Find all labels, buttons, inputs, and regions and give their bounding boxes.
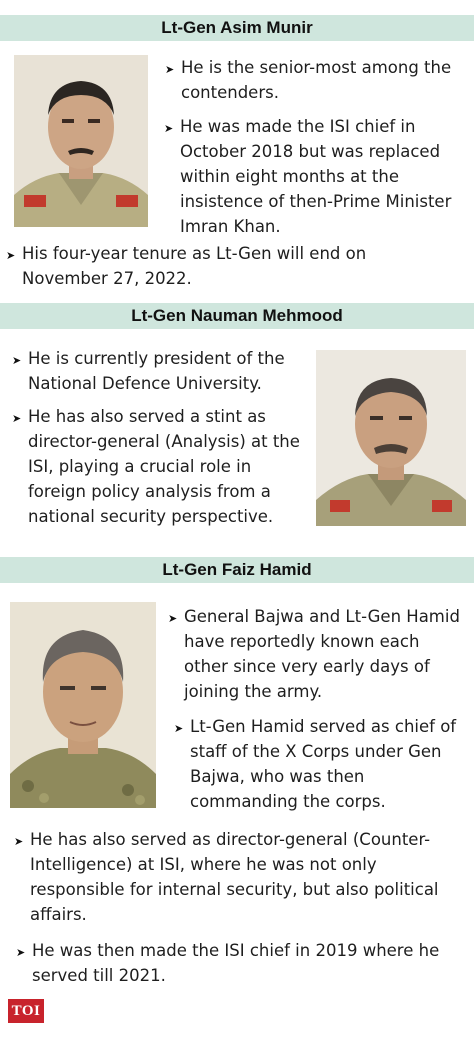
section-header-asim-munir: Lt-Gen Asim Munir [0,15,474,41]
portrait-nauman-mehmood [316,350,466,526]
arrow-bullet-icon: ➤ [168,612,178,625]
bullet-text: His four-year tenure as Lt-Gen will end on November 27, 2022. [22,244,367,288]
bullet-asim-2 [164,114,465,239]
arrow-bullet-icon: ➤ [165,63,175,76]
section-header-faiz-hamid: Lt-Gen Faiz Hamid [0,557,474,583]
bullet-nauman-2 [12,404,310,529]
portrait-asim-munir [14,55,148,227]
arrow-bullet-icon: ➤ [6,249,16,262]
portrait-faiz-hamid-image [10,602,156,808]
bullet-faiz-3 [14,827,460,927]
arrow-bullet-icon: ➤ [14,835,24,848]
bullet-text: He has also served as director-general (Counter-Intelligence) at ISI, where he was not only responsible for internal security, but also political affairs. [30,830,439,924]
arrow-bullet-icon: ➤ [164,122,174,135]
bullet-asim-1 [165,55,461,105]
bullet-faiz-2 [174,714,462,814]
bullet-text: General Bajwa and Lt-Gen Hamid have reportedly known each other since very early days of joining the army. [184,607,460,701]
bullet-asim-3 [6,241,442,291]
bullet-text: He is currently president of the National Defence University. [28,349,285,393]
bullet-text: He was made the ISI chief in October 2018 but was replaced within eight months at the insistence of then-Prime Minister Imran Khan. [180,117,452,236]
portrait-asim-munir-image [14,55,148,227]
bullet-text: He was then made the ISI chief in 2019 where he served till 2021. [32,941,440,985]
arrow-bullet-icon: ➤ [174,722,184,735]
bullet-faiz-1 [168,604,466,704]
bullet-text: He has also served a stint as director-general (Analysis) at the ISI, playing a crucial role in foreign policy analysis from a national security perspective. [28,407,300,526]
arrow-bullet-icon: ➤ [12,412,22,425]
portrait-faiz-hamid [10,602,156,808]
toi-logo: TOI [8,999,44,1023]
portrait-nauman-mehmood-image [316,350,466,526]
bullet-text: Lt-Gen Hamid served as chief of staff of the X Corps under Gen Bajwa, who was then commanding the corps. [190,717,457,811]
bullet-nauman-1 [12,346,313,396]
arrow-bullet-icon: ➤ [12,354,22,367]
bullet-text: He is the senior-most among the contenders. [181,58,452,102]
arrow-bullet-icon: ➤ [16,946,26,959]
section-header-nauman-mehmood: Lt-Gen Nauman Mehmood [0,303,474,329]
bullet-faiz-4 [16,938,452,988]
